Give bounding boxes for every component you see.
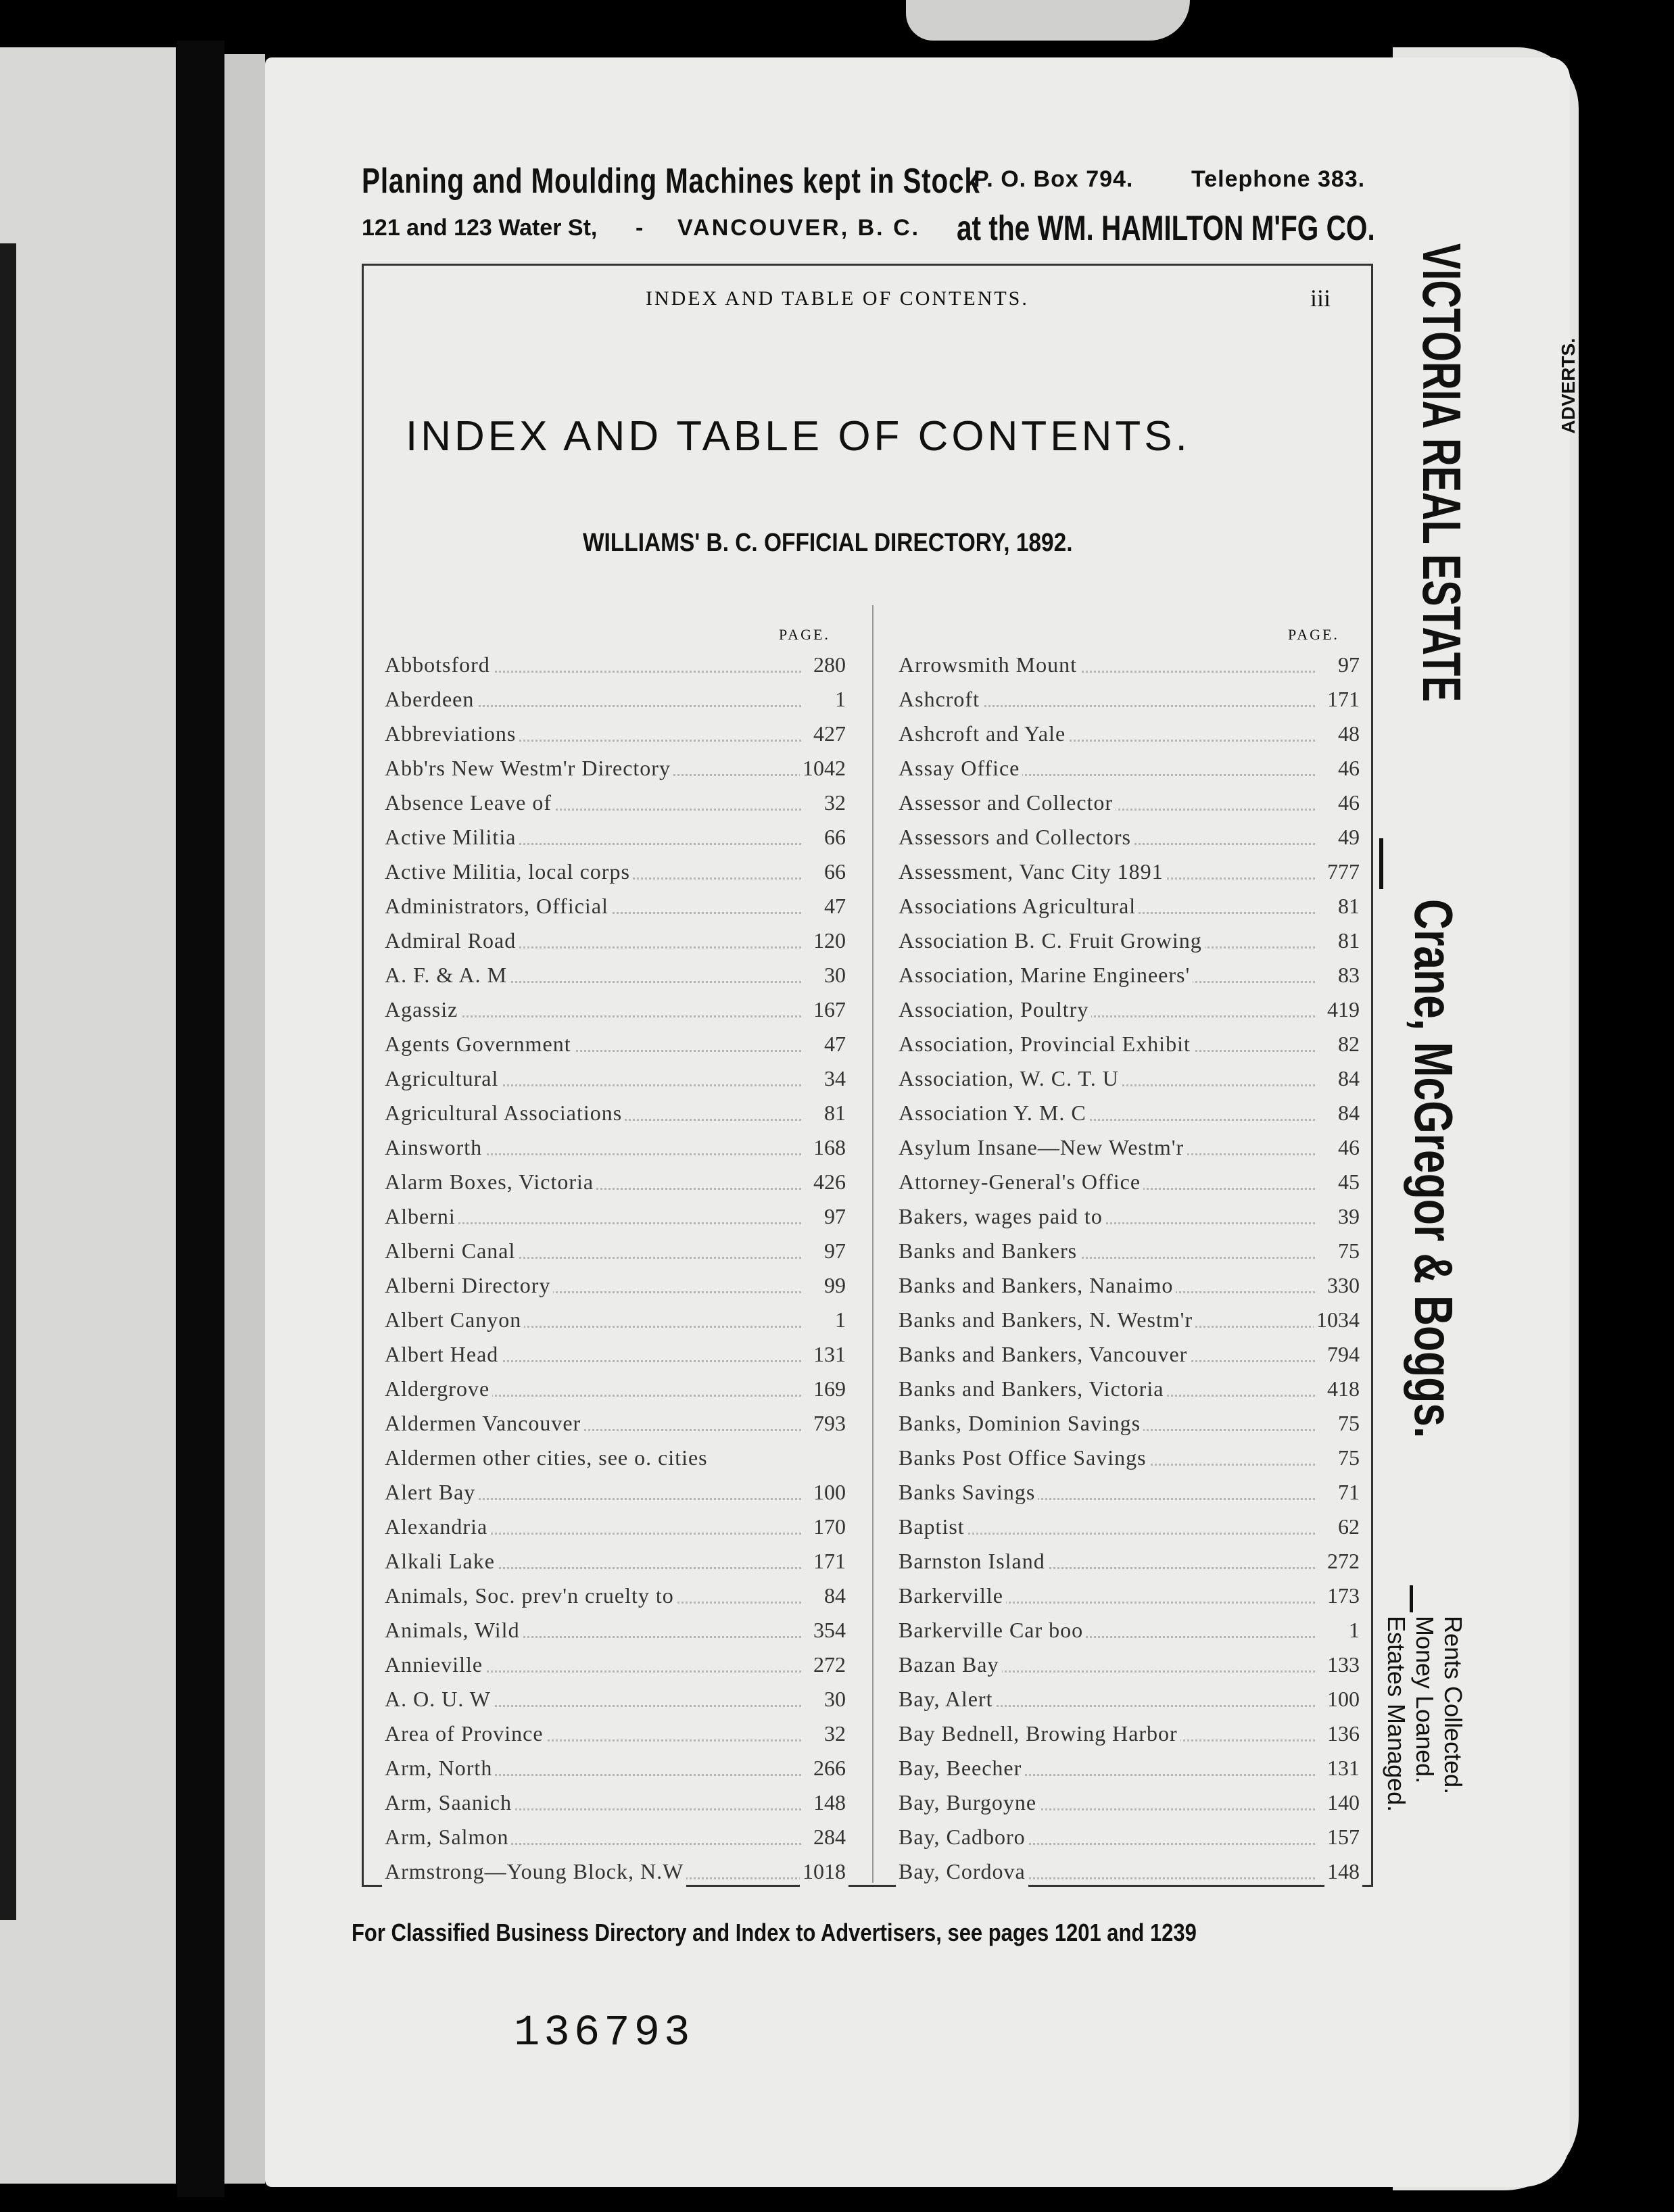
entry-page: 777 xyxy=(1324,855,1362,889)
entry-name: Annieville xyxy=(382,1648,485,1682)
entry-name: Bay, Alert xyxy=(896,1682,995,1716)
entry-name: Banks and Bankers, Nanaimo xyxy=(896,1268,1176,1303)
entry-name: Alberni Directory xyxy=(382,1268,553,1303)
index-entry xyxy=(896,1027,1362,1061)
index-entry xyxy=(896,1854,1362,1889)
entry-page: 71 xyxy=(1335,1475,1362,1510)
entry-page: 272 xyxy=(811,1648,848,1682)
index-entry xyxy=(896,1475,1362,1510)
index-entry xyxy=(382,1510,848,1544)
entry-page: 81 xyxy=(1335,923,1362,958)
index-entry xyxy=(896,1544,1362,1579)
index-entry xyxy=(382,1406,848,1441)
index-entry xyxy=(896,682,1362,717)
entry-page: 46 xyxy=(1335,786,1362,820)
entry-name: Association, Provincial Exhibit xyxy=(896,1027,1193,1061)
entry-name: Albert Canyon xyxy=(382,1303,524,1337)
entry-page: 82 xyxy=(1335,1027,1362,1061)
index-entry xyxy=(382,1820,848,1854)
index-column-left xyxy=(382,648,848,1889)
index-entry xyxy=(896,923,1362,958)
index-entry xyxy=(382,1096,848,1130)
entry-name: Banks and Bankers xyxy=(896,1234,1080,1268)
entry-name: Abbreviations xyxy=(382,717,519,751)
index-entry xyxy=(382,1475,848,1510)
paper-scrap xyxy=(906,0,1190,41)
entry-page: 170 xyxy=(811,1510,848,1544)
page-column-label-left: PAGE. xyxy=(779,626,830,643)
entry-name: Alexandria xyxy=(382,1510,490,1544)
index-entry xyxy=(896,1165,1362,1199)
index-entry xyxy=(896,1441,1362,1475)
entry-name: Animals, Soc. prev'n cruelty to xyxy=(382,1579,677,1613)
entry-name: Alkali Lake xyxy=(382,1544,498,1579)
entry-page: 62 xyxy=(1335,1510,1362,1544)
index-entry xyxy=(382,1303,848,1337)
index-entry xyxy=(382,889,848,923)
entry-name: A. O. U. W xyxy=(382,1682,494,1716)
entry-name: Association Y. M. C xyxy=(896,1096,1089,1130)
entry-page: 419 xyxy=(1324,992,1362,1027)
entry-page: 133 xyxy=(1324,1648,1362,1682)
entry-name: Barkerville xyxy=(896,1579,1006,1613)
entry-page: 140 xyxy=(1324,1785,1362,1820)
entry-page: 66 xyxy=(821,855,848,889)
entry-name: Admiral Road xyxy=(382,923,519,958)
index-entry xyxy=(382,786,848,820)
entry-page: 97 xyxy=(821,1199,848,1234)
entry-name: Banks, Dominion Savings xyxy=(896,1406,1143,1441)
entry-page: 136 xyxy=(1324,1716,1362,1751)
entry-name: Absence Leave of xyxy=(382,786,554,820)
ad-firm-name: Crane, McGregor & Boggs. xyxy=(1404,899,1464,1439)
entry-name: Alarm Boxes, Victoria xyxy=(382,1165,596,1199)
entry-page: 148 xyxy=(811,1785,848,1820)
index-entry xyxy=(896,1716,1362,1751)
entry-name: Bakers, wages paid to xyxy=(896,1199,1105,1234)
entry-name: Attorney-General's Office xyxy=(896,1165,1143,1199)
index-entry xyxy=(896,958,1362,992)
ad-services xyxy=(1382,1616,1467,1812)
entry-page: 100 xyxy=(1324,1682,1362,1716)
index-entry xyxy=(896,1130,1362,1165)
entry-name: Administrators, Official xyxy=(382,889,611,923)
entry-page: 97 xyxy=(1335,648,1362,682)
index-entry xyxy=(382,1199,848,1234)
book-spine xyxy=(177,41,224,2197)
index-entry xyxy=(896,1785,1362,1820)
entry-page: 168 xyxy=(811,1130,848,1165)
index-entry xyxy=(382,1372,848,1406)
index-entry xyxy=(382,1234,848,1268)
index-entry xyxy=(382,1751,848,1785)
index-entry xyxy=(896,1510,1362,1544)
entry-name: Assessment, Vanc City 1891 xyxy=(896,855,1166,889)
entry-name: Armstrong—Young Block, N.W xyxy=(382,1854,686,1889)
index-entry xyxy=(896,1406,1362,1441)
index-entry xyxy=(896,1268,1362,1303)
entry-name: Barkerville Car boo xyxy=(896,1613,1086,1648)
entry-page: 48 xyxy=(1335,717,1362,751)
entry-page: 794 xyxy=(1324,1337,1362,1372)
index-entry xyxy=(382,1579,848,1613)
entry-name: Arm, North xyxy=(382,1751,495,1785)
binding-edge xyxy=(224,54,265,2184)
entry-page: 81 xyxy=(1335,889,1362,923)
running-head: INDEX AND TABLE OF CONTENTS. xyxy=(646,287,1029,310)
index-entry xyxy=(896,751,1362,786)
entry-page: 66 xyxy=(821,820,848,855)
entry-name: Aldermen other cities, see o. cities xyxy=(382,1441,711,1475)
edge-tab-text: ADVERTS. xyxy=(1558,338,1579,434)
index-entry xyxy=(382,1716,848,1751)
entry-page: 131 xyxy=(811,1337,848,1372)
entry-page: 47 xyxy=(821,889,848,923)
entry-page: 169 xyxy=(811,1372,848,1406)
entry-name: Agassiz xyxy=(382,992,460,1027)
index-entry xyxy=(382,820,848,855)
entry-page: 426 xyxy=(811,1165,848,1199)
ad-service-line: Rents Collected. xyxy=(1439,1616,1467,1795)
index-entry xyxy=(896,992,1362,1027)
entry-page: 39 xyxy=(1335,1199,1362,1234)
index-entry xyxy=(382,717,848,751)
entry-name: Banks Post Office Savings xyxy=(896,1441,1149,1475)
index-entry xyxy=(896,1096,1362,1130)
entry-page: 83 xyxy=(1335,958,1362,992)
entry-page: 280 xyxy=(811,648,848,682)
entry-name: Association, Marine Engineers' xyxy=(896,958,1193,992)
index-column-right xyxy=(896,648,1362,1889)
index-entry xyxy=(382,923,848,958)
entry-page: 1034 xyxy=(1314,1303,1362,1337)
entry-name: Active Militia, local corps xyxy=(382,855,633,889)
entry-page: 30 xyxy=(821,1682,848,1716)
header-address: 121 and 123 Water St, xyxy=(362,215,598,241)
page-subtitle: WILLIAMS' B. C. OFFICIAL DIRECTORY, 1892. xyxy=(583,529,1073,557)
entry-page: 84 xyxy=(1335,1061,1362,1096)
index-entry xyxy=(896,1820,1362,1854)
entry-name: Aberdeen xyxy=(382,682,477,717)
entry-page: 284 xyxy=(811,1820,848,1854)
index-entry xyxy=(896,1199,1362,1234)
entry-name: Association B. C. Fruit Growing xyxy=(896,923,1205,958)
entry-name: Assay Office xyxy=(896,751,1022,786)
index-entry xyxy=(896,1303,1362,1337)
entry-name: Assessor and Collector xyxy=(896,786,1116,820)
index-entry xyxy=(896,1682,1362,1716)
entry-name: Alert Bay xyxy=(382,1475,478,1510)
entry-page: 1 xyxy=(832,682,848,717)
index-entry xyxy=(896,855,1362,889)
entry-page: 272 xyxy=(1324,1544,1362,1579)
entry-page: 47 xyxy=(821,1027,848,1061)
entry-name: Assessors and Collectors xyxy=(896,820,1134,855)
entry-name: Area of Province xyxy=(382,1716,546,1751)
index-entry xyxy=(896,1751,1362,1785)
entry-page: 46 xyxy=(1335,751,1362,786)
entry-page: 32 xyxy=(821,786,848,820)
entry-name: Abbotsford xyxy=(382,648,493,682)
ad-victoria-real-estate: VICTORIA REAL ESTATE xyxy=(1412,243,1472,702)
entry-name: Ashcroft and Yale xyxy=(896,717,1068,751)
entry-name: Agents Government xyxy=(382,1027,574,1061)
entry-page: 167 xyxy=(811,992,848,1027)
index-entry xyxy=(382,958,848,992)
entry-page: 75 xyxy=(1335,1234,1362,1268)
index-entry xyxy=(896,820,1362,855)
entry-page: 49 xyxy=(1335,820,1362,855)
index-entry xyxy=(382,1613,848,1648)
entry-name: Association, W. C. T. U xyxy=(896,1061,1122,1096)
entry-name: Bay, Burgoyne xyxy=(896,1785,1039,1820)
header-po-box: P. O. Box 794. xyxy=(974,166,1134,192)
entry-page: 354 xyxy=(811,1613,848,1648)
entry-name: Animals, Wild xyxy=(382,1613,523,1648)
entry-page: 171 xyxy=(811,1544,848,1579)
entry-page: 100 xyxy=(811,1475,848,1510)
index-entry xyxy=(382,751,848,786)
index-entry xyxy=(896,1579,1362,1613)
page-title: INDEX AND TABLE OF CONTENTS. xyxy=(406,413,1191,460)
header-stock-ad: Planing and Moulding Machines kept in Stock xyxy=(362,162,980,201)
entry-name: Aldermen Vancouver xyxy=(382,1406,583,1441)
entry-name: Banks and Bankers, Vancouver xyxy=(896,1337,1190,1372)
entry-name: Arm, Saanich xyxy=(382,1785,515,1820)
entry-page: 84 xyxy=(1335,1096,1362,1130)
entry-page: 34 xyxy=(821,1061,848,1096)
index-entry xyxy=(382,1061,848,1096)
entry-page: 84 xyxy=(821,1579,848,1613)
header-dash: - xyxy=(636,215,644,241)
entry-page: 1 xyxy=(832,1303,848,1337)
entry-page: 793 xyxy=(811,1406,848,1441)
index-entry xyxy=(896,786,1362,820)
ad-service-line: Estates Managed. xyxy=(1383,1616,1410,1812)
index-entry xyxy=(382,855,848,889)
ad-separator xyxy=(1379,838,1383,889)
index-entry xyxy=(382,992,848,1027)
entry-page: 45 xyxy=(1335,1165,1362,1199)
entry-name: Bay, Cordova xyxy=(896,1854,1028,1889)
column-divider xyxy=(872,605,874,1883)
index-entry xyxy=(382,648,848,682)
index-entry xyxy=(896,1648,1362,1682)
entry-name: Banks and Bankers, Victoria xyxy=(896,1372,1166,1406)
entry-name: Bay Bednell, Browing Harbor xyxy=(896,1716,1180,1751)
entry-name: Bay, Cadboro xyxy=(896,1820,1028,1854)
accession-stamp: 136793 xyxy=(514,2009,694,2058)
entry-name: A. F. & A. M xyxy=(382,958,510,992)
entry-name: Banks Savings xyxy=(896,1475,1038,1510)
entry-name: Active Militia xyxy=(382,820,519,855)
index-entry xyxy=(382,1130,848,1165)
entry-page: 30 xyxy=(821,958,848,992)
entry-page: 1 xyxy=(1346,1613,1362,1648)
entry-name: Baptist xyxy=(896,1510,967,1544)
entry-page: 1018 xyxy=(800,1854,848,1889)
ad-separator xyxy=(1410,1585,1413,1612)
index-entry xyxy=(382,682,848,717)
entry-page: 427 xyxy=(811,717,848,751)
entry-name: Bay, Beecher xyxy=(896,1751,1024,1785)
entry-page: 131 xyxy=(1324,1751,1362,1785)
index-entry xyxy=(382,1785,848,1820)
index-entry xyxy=(896,1613,1362,1648)
page-column-label-right: PAGE. xyxy=(1288,626,1339,643)
header-city: VANCOUVER, B. C. xyxy=(677,215,921,241)
index-entry xyxy=(896,1372,1362,1406)
entry-name: Associations Agricultural xyxy=(896,889,1139,923)
entry-page: 97 xyxy=(821,1234,848,1268)
entry-page: 418 xyxy=(1324,1372,1362,1406)
entry-name: Association, Poultry xyxy=(896,992,1091,1027)
entry-name: Asylum Insane—New Westm'r xyxy=(896,1130,1187,1165)
index-entry xyxy=(382,1544,848,1579)
entry-page: 148 xyxy=(1324,1854,1362,1889)
index-entry xyxy=(382,1337,848,1372)
entry-name: Aldergrove xyxy=(382,1372,492,1406)
entry-page: 173 xyxy=(1324,1579,1362,1613)
entry-name: Arm, Salmon xyxy=(382,1820,511,1854)
entry-page: 266 xyxy=(811,1751,848,1785)
entry-name: Banks and Bankers, N. Westm'r xyxy=(896,1303,1195,1337)
entry-page: 75 xyxy=(1335,1441,1362,1475)
index-entry xyxy=(896,1337,1362,1372)
entry-name: Agricultural Associations xyxy=(382,1096,625,1130)
index-entry xyxy=(896,717,1362,751)
header-telephone: Telephone 383. xyxy=(1191,166,1366,192)
entry-page: 75 xyxy=(1335,1406,1362,1441)
entry-name: Ashcroft xyxy=(896,682,982,717)
index-entry xyxy=(382,1165,848,1199)
footer-note: For Classified Business Directory and Index to Advertisers, see pages 1201 and 1239 xyxy=(352,1919,1197,1946)
entry-name: Barnston Island xyxy=(896,1544,1048,1579)
entry-page: 157 xyxy=(1324,1820,1362,1854)
index-entry xyxy=(896,648,1362,682)
index-entry xyxy=(382,1441,848,1475)
page-number: iii xyxy=(1310,285,1331,312)
entry-page: 32 xyxy=(821,1716,848,1751)
entry-page: 99 xyxy=(821,1268,848,1303)
index-entry xyxy=(382,1682,848,1716)
entry-page: 120 xyxy=(811,923,848,958)
index-entry xyxy=(896,889,1362,923)
entry-page: 1042 xyxy=(800,751,848,786)
ad-service-line: Money Loaned. xyxy=(1411,1616,1439,1784)
entry-name: Agricultural xyxy=(382,1061,501,1096)
facing-page-remnant xyxy=(0,47,176,2184)
entry-page: 46 xyxy=(1335,1130,1362,1165)
entry-page: 171 xyxy=(1324,682,1362,717)
index-entry xyxy=(896,1234,1362,1268)
header-company: at the WM. HAMILTON M'FG CO. xyxy=(957,209,1375,248)
entry-name: Abb'rs New Westm'r Directory xyxy=(382,751,673,786)
index-entry xyxy=(382,1648,848,1682)
entry-name: Albert Head xyxy=(382,1337,501,1372)
entry-page: 330 xyxy=(1324,1268,1362,1303)
entry-name: Alberni Canal xyxy=(382,1234,518,1268)
entry-name: Ainsworth xyxy=(382,1130,485,1165)
index-entry xyxy=(382,1027,848,1061)
index-entry xyxy=(382,1854,848,1889)
index-entry xyxy=(382,1268,848,1303)
entry-name: Arrowsmith Mount xyxy=(896,648,1080,682)
index-entry xyxy=(896,1061,1362,1096)
entry-name: Bazan Bay xyxy=(896,1648,1002,1682)
entry-page: 81 xyxy=(821,1096,848,1130)
entry-name: Alberni xyxy=(382,1199,458,1234)
